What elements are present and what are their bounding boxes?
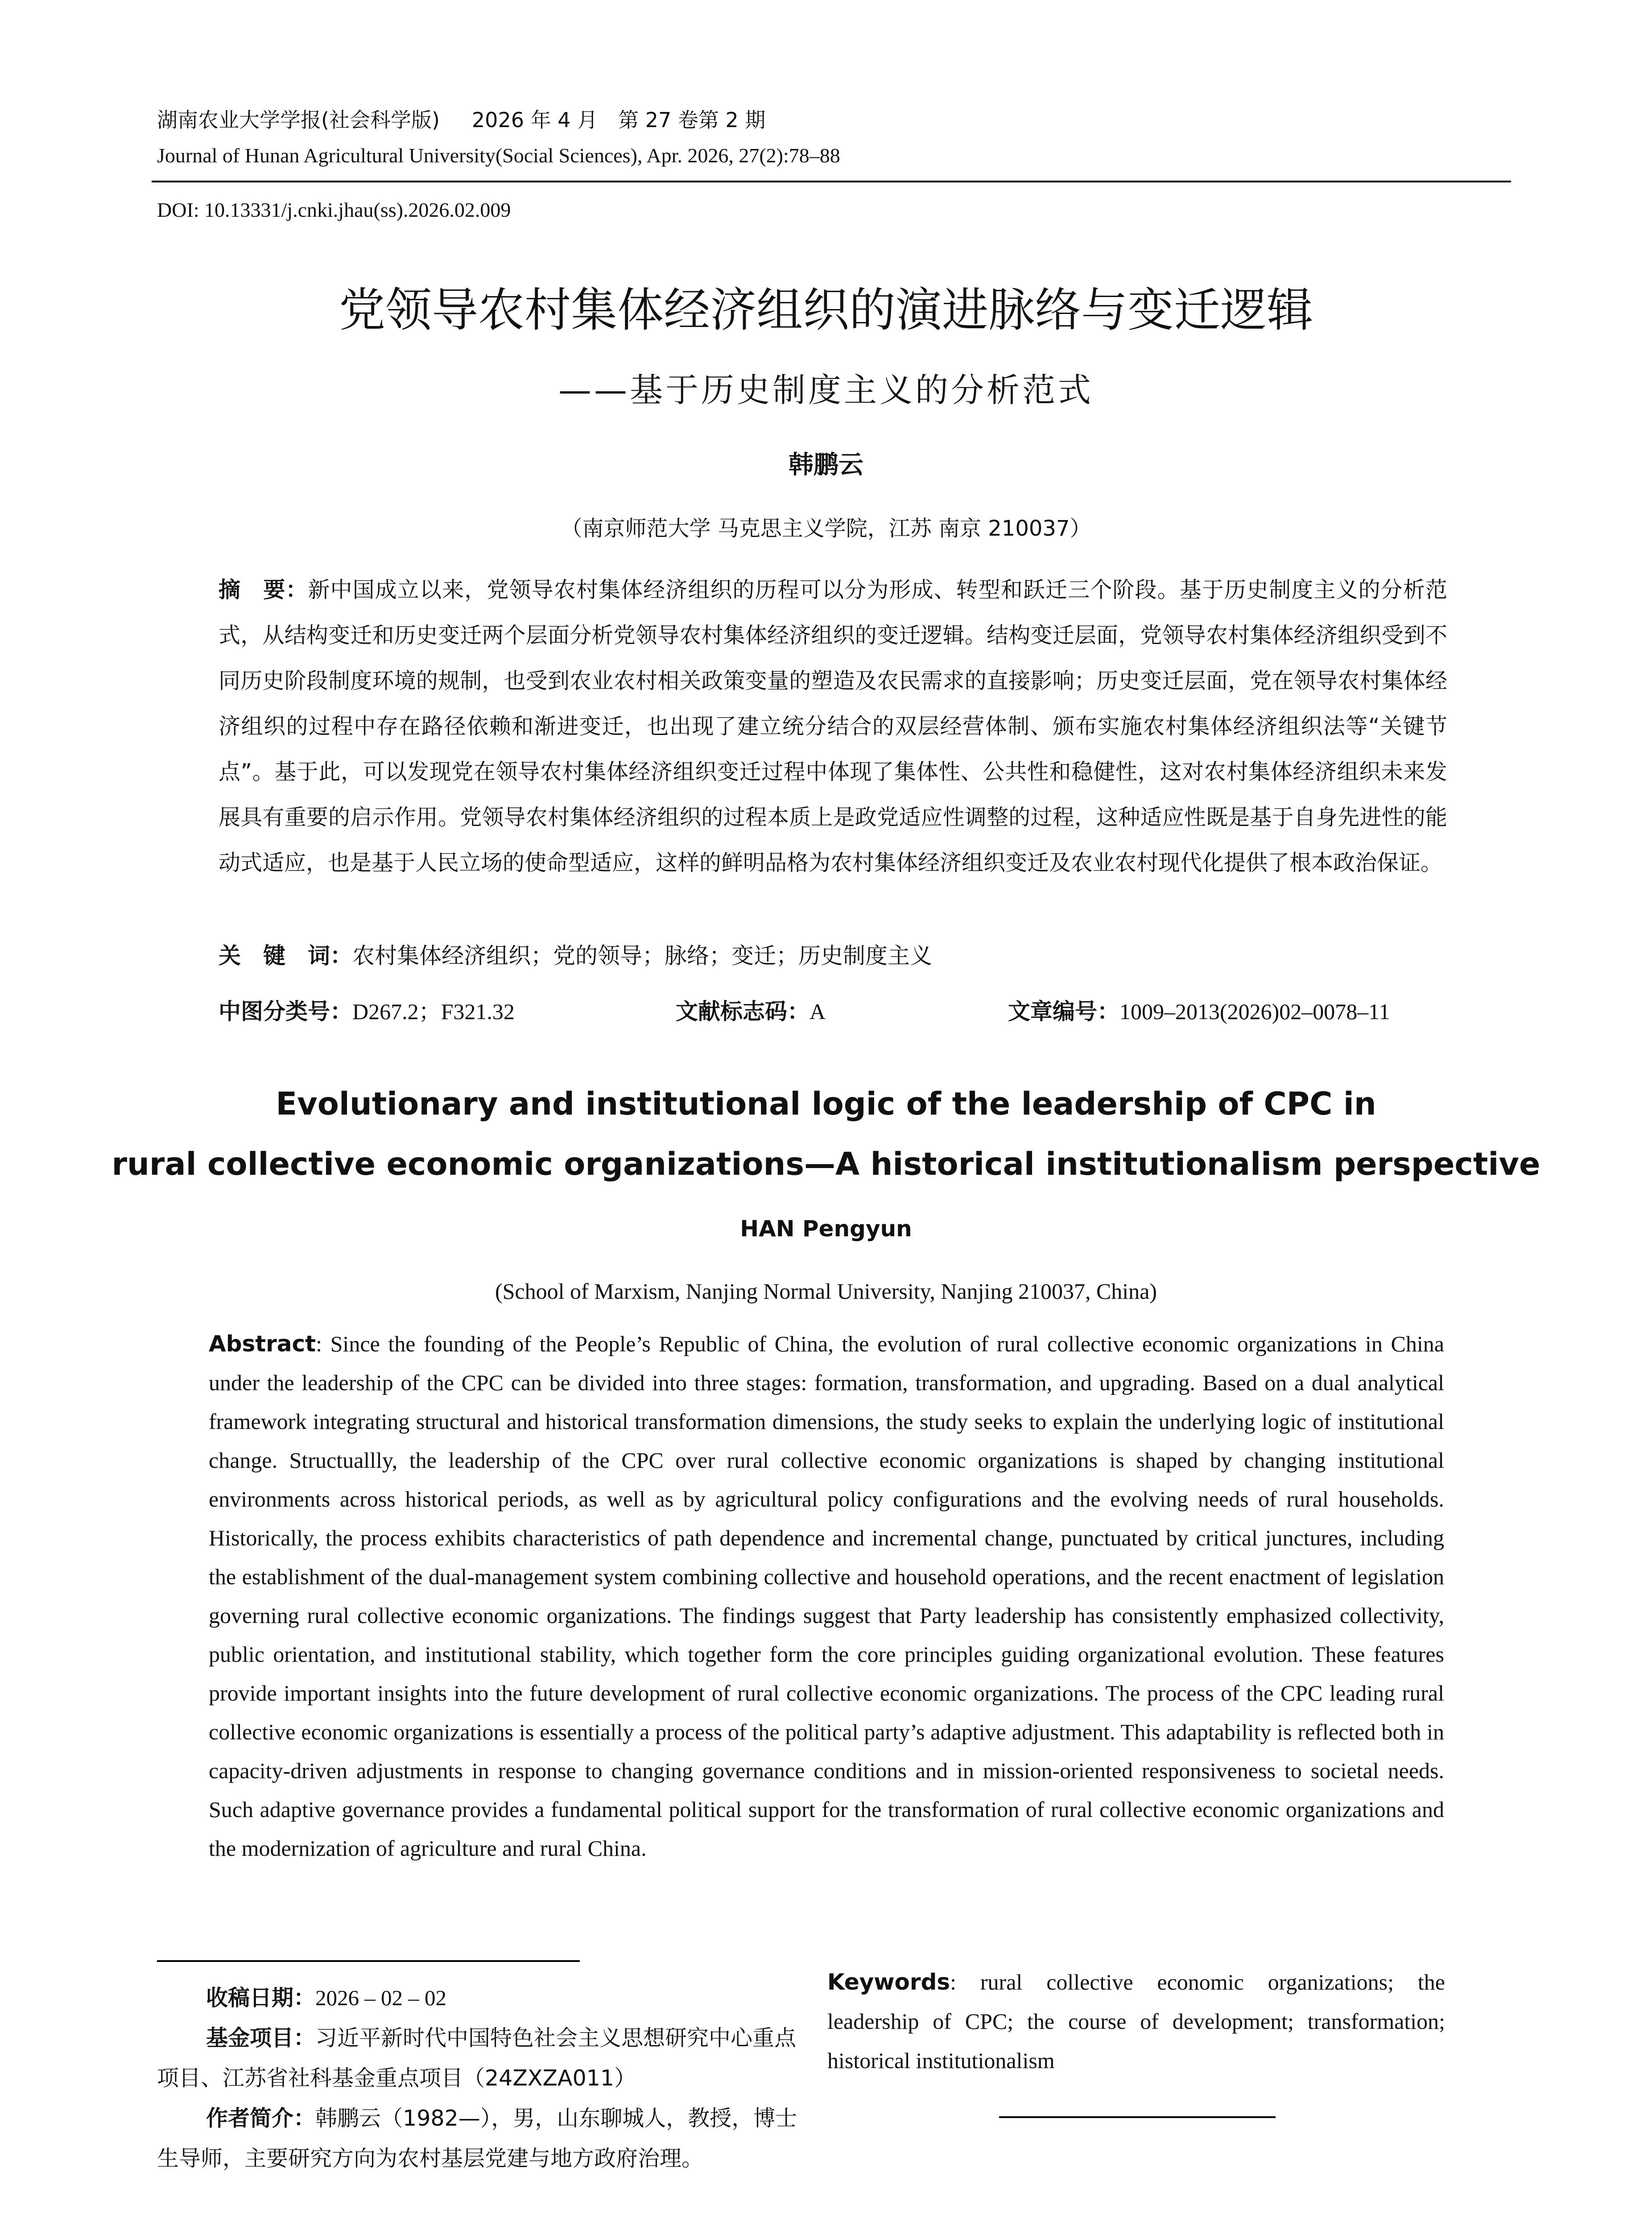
keywords-end-rule	[999, 2116, 1276, 2118]
header-rule	[152, 181, 1511, 182]
article-title-en-line2: rural collective economic organizations—A historical institutionalism perspective	[112, 1146, 1540, 1182]
doc-code-field	[676, 994, 826, 1029]
issue-info-cn: 2026 年 4 月 第 27 卷第 2 期	[471, 108, 766, 132]
clc-label: 中图分类号：	[219, 999, 352, 1024]
affiliation-cn: （南京师范大学 马克思主义学院，江苏 南京 210037）	[561, 516, 1091, 541]
footnote-rule	[157, 1960, 580, 1962]
article-subtitle-cn: ——基于历史制度主义的分析范式	[558, 371, 1094, 409]
journal-name-cn: 湖南农业大学学报(社会科学版)	[157, 108, 440, 132]
abstract-cn	[219, 567, 1447, 886]
keywords-en-text: : rural collective economic organizations; the leadership of CPC; the course of development; transformation; historical institutionalism	[827, 1970, 1445, 2073]
article-number-label: 文章编号：	[1008, 999, 1119, 1024]
article-title-en-line1: Evolutionary and institutional logic of the leadership of CPC in	[276, 1086, 1376, 1122]
abstract-en	[209, 1325, 1444, 1868]
author-en: HAN Pengyun	[740, 1216, 912, 1242]
keywords-en	[827, 1962, 1445, 2080]
author-cn: 韩鹏云	[789, 450, 863, 479]
abstract-cn-label: 摘 要：	[219, 577, 308, 603]
affiliation-en: (School of Marxism, Nanjing Normal University, Nanjing 210037, China)	[495, 1279, 1157, 1304]
doc-code-label: 文献标志码：	[676, 999, 809, 1024]
author-bio: 作者简介：韩鹏云（1982—），男，山东聊城人，教授，博士生导师，主要研究方向为农村基层党建与地方政府治理。	[157, 2106, 797, 2171]
abstract-cn-text: 新中国成立以来，党领导农村集体经济组织的历程可以分为形成、转型和跃迁三个阶段。基于历史制度主义的分析范式，从结构变迁和历史变迁两个层面分析党领导农村集体经济组织的变迁逻辑。结构变迁层面，党领导农村集体经济组织受到不同历史阶段制度环境的规制，也受到农业农村相关政策变量的塑造及农民需求的直接影响；历史变迁层面，党在领导农村集体经济组织的过程中存在路径依赖和渐进变迁，也出现了建立统分结合的双层经营体制、颁布实施农村集体经济组织法等“关键节点”。基于此，可以发现党在领导农村集体经济组织变迁过程中体现了集体性、公共性和稳健性，这对农村集体经济组织未来发展具有重要的启示作用。党领导农村集体经济组织的过程本质上是政党适应性调整的过程，这种适应性既是基于自身先进性的能动式适应，也是基于人民立场的使命型适应，这样的鲜明品格为农村集体经济组织变迁及农业农村现代化提供了根本政治保证。	[219, 577, 1447, 875]
footnotes	[157, 1978, 806, 2179]
article-number-field	[1008, 994, 1390, 1029]
journal-header-en: Journal of Hunan Agricultural University(Social Sciences), Apr. 2026, 27(2):78–88	[157, 144, 840, 167]
journal-header-cn	[157, 106, 765, 134]
clc-field	[219, 994, 515, 1029]
keywords-en-label: Keywords	[827, 1969, 950, 1995]
keywords-cn-label: 关 键 词：	[219, 943, 352, 969]
abstract-en-text: : Since the founding of the People’s Republic of China, the evolution of rural collective economic organizations in China under the leadership of the CPC can be divided into three stages: formation, transformation, and upgrading. Based on a dual analytical framework integrating structural and historical transformation dimensions, the study seeks to explain the underlying logic of institutional change. Structuallly, the leadership of the CPC over rural collective economic organizations is shaped by changing institutional environments across historical periods, as well as by agricultural policy configurations and the evolving needs of rural households. Historically, the process exhibits characteristics of path dependence and incremental change, punctuated by critical junctures, including the establishment of the dual-management system combining collective and household operations, and the recent enactment of legislation governing rural collective economic organizations. The findings suggest that Party leadership has consistently emphasized collectivity, public orientation, and institutional stability, which together form the core principles guiding organizational evolution. These features provide important insights into the future development of rural collective economic organizations. The process of the CPC leading rural collective economic organizations is essentially a process of the political party’s adaptive adjustment. This adaptability is reflected both in capacity-driven adjustments in response to changing governance conditions and in mission-oriented responsiveness to societal needs. Such adaptive governance provides a fundamental political support for the transformation of rural collective economic organizations and the modernization of agriculture and rural China.	[209, 1331, 1444, 1861]
doc-code-value: A	[809, 999, 826, 1024]
classification-row	[219, 994, 1450, 1029]
keywords-cn	[219, 938, 1450, 974]
keywords-cn-text: 农村集体经济组织；党的领导；脉络；变迁；历史制度主义	[352, 943, 932, 969]
article-number-value: 1009–2013(2026)02–0078–11	[1119, 999, 1390, 1024]
abstract-en-label: Abstract	[209, 1331, 316, 1357]
received-date: 收稿日期：2026 – 02 – 02	[206, 1985, 447, 2011]
article-title-cn: 党领导农村集体经济组织的演进脉络与变迁逻辑	[339, 283, 1313, 337]
clc-value: D267.2；F321.32	[352, 999, 515, 1024]
doi: DOI: 10.13331/j.cnki.jhau(ss).2026.02.009	[157, 198, 511, 221]
fund-info: 基金项目：习近平新时代中国特色社会主义思想研究中心重点项目、江苏省社科基金重点项目（24ZXZA011）	[157, 2025, 797, 2091]
